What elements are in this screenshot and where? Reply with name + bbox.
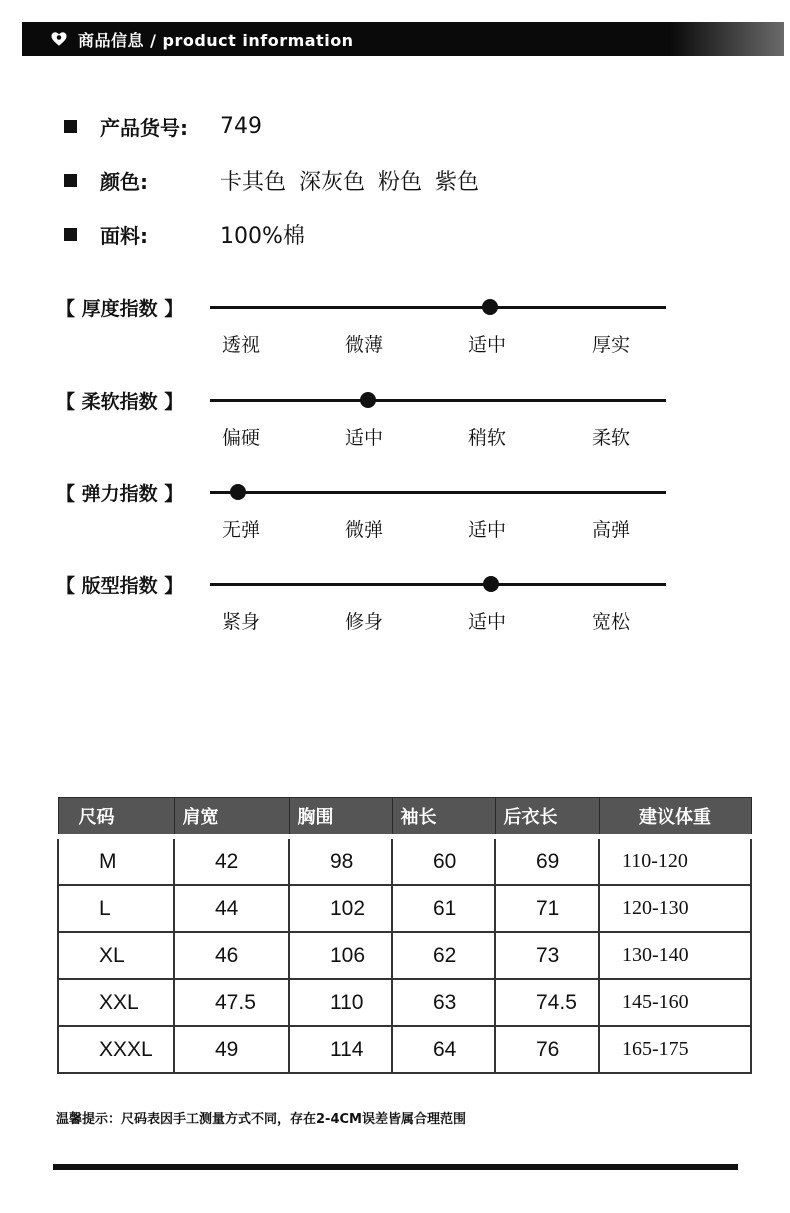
table-cell: 145-160 xyxy=(599,979,751,1026)
scale-option: 适中 xyxy=(468,334,507,356)
table-header-cell: 尺码 xyxy=(58,798,174,837)
table-cell: 71 xyxy=(495,885,599,932)
scale-indicator xyxy=(230,484,246,500)
table-cell: 73 xyxy=(495,932,599,979)
table-cell: 120-130 xyxy=(599,885,751,932)
table-cell: 106 xyxy=(289,932,392,979)
info-label: 颜色: xyxy=(100,170,148,194)
scale-indicator xyxy=(482,299,498,315)
table-row xyxy=(58,837,751,886)
scale-row xyxy=(0,575,790,653)
scale-option: 紧身 xyxy=(222,611,261,633)
scale-row xyxy=(0,483,790,561)
scale-option: 微弹 xyxy=(345,519,384,541)
scale-label: 【 厚度指数 】 xyxy=(56,298,184,320)
scale-label: 【 弹力指数 】 xyxy=(56,483,184,505)
bullet-icon xyxy=(64,120,77,133)
scale-option: 透视 xyxy=(222,334,261,356)
info-row-sku xyxy=(64,114,262,140)
scale-line xyxy=(210,306,666,309)
header-banner xyxy=(22,22,784,56)
table-header-cell: 后衣长 xyxy=(495,798,599,837)
scale-option: 适中 xyxy=(468,519,507,541)
bullet-icon xyxy=(64,228,77,241)
table-cell: 62 xyxy=(392,932,495,979)
scale-option: 修身 xyxy=(345,611,384,633)
table-row xyxy=(58,932,751,979)
table-cell: 60 xyxy=(392,837,495,886)
table-cell: 76 xyxy=(495,1026,599,1073)
table-header-cell: 袖长 xyxy=(392,798,495,837)
table-cell: 44 xyxy=(174,885,289,932)
scale-label: 【 版型指数 】 xyxy=(56,575,184,597)
scale-option: 柔软 xyxy=(592,427,631,449)
info-value: 卡其色 深灰色 粉色 紫色 xyxy=(220,170,479,195)
scale-line xyxy=(210,399,666,402)
scale-option: 适中 xyxy=(468,611,507,633)
scale-option: 厚实 xyxy=(592,334,631,356)
scale-option: 微薄 xyxy=(345,334,384,356)
info-row-fabric xyxy=(64,224,305,249)
table-cell: L xyxy=(58,885,174,932)
table-cell: 114 xyxy=(289,1026,392,1073)
table-cell: 47.5 xyxy=(174,979,289,1026)
table-row xyxy=(58,885,751,932)
scale-row xyxy=(0,391,790,469)
scale-indicator xyxy=(360,392,376,408)
scale-option: 偏硬 xyxy=(222,427,261,449)
scale-label: 【 柔软指数 】 xyxy=(56,391,184,413)
table-cell: 63 xyxy=(392,979,495,1026)
table-cell: 42 xyxy=(174,837,289,886)
table-cell: 74.5 xyxy=(495,979,599,1026)
info-value: 100%棉 xyxy=(220,224,305,249)
table-cell: 49 xyxy=(174,1026,289,1073)
table-cell: 46 xyxy=(174,932,289,979)
table-header-cell: 建议体重 xyxy=(599,798,751,837)
table-cell: 102 xyxy=(289,885,392,932)
table-cell: 61 xyxy=(392,885,495,932)
table-cell: 110 xyxy=(289,979,392,1026)
size-note: 温馨提示：尺码表因手工测量方式不同，存在2-4CM误差皆属合理范围 xyxy=(56,1112,466,1127)
table-cell: M xyxy=(58,837,174,886)
table-body xyxy=(58,837,751,1074)
table-cell: 165-175 xyxy=(599,1026,751,1073)
table-cell: 69 xyxy=(495,837,599,886)
table-row xyxy=(58,1026,751,1073)
table-cell: 110-120 xyxy=(599,837,751,886)
table-cell: XXXL xyxy=(58,1026,174,1073)
scale-option: 宽松 xyxy=(592,611,631,633)
scale-option: 适中 xyxy=(345,427,384,449)
table-row xyxy=(58,979,751,1026)
scale-option: 高弹 xyxy=(592,519,631,541)
info-row-color xyxy=(64,170,479,195)
size-table xyxy=(57,797,752,1074)
scale-option: 稍软 xyxy=(468,427,507,449)
info-value: 749 xyxy=(220,114,262,139)
footer-divider xyxy=(53,1164,738,1170)
info-label: 产品货号: xyxy=(100,116,188,140)
table-cell: XXL xyxy=(58,979,174,1026)
table-cell: 98 xyxy=(289,837,392,886)
heart-icon xyxy=(50,30,68,48)
scale-indicator xyxy=(483,576,499,592)
table-header-row xyxy=(58,798,751,837)
table-header-cell: 胸围 xyxy=(289,798,392,837)
scale-line xyxy=(210,491,666,494)
info-label: 面料: xyxy=(100,224,148,248)
header-title: 商品信息 / product information xyxy=(78,30,354,50)
table-cell: 130-140 xyxy=(599,932,751,979)
bullet-icon xyxy=(64,174,77,187)
scale-row xyxy=(0,298,790,376)
table-cell: XL xyxy=(58,932,174,979)
scale-option: 无弹 xyxy=(222,519,261,541)
table-cell: 64 xyxy=(392,1026,495,1073)
scale-line xyxy=(210,583,666,586)
table-header-cell: 肩宽 xyxy=(174,798,289,837)
